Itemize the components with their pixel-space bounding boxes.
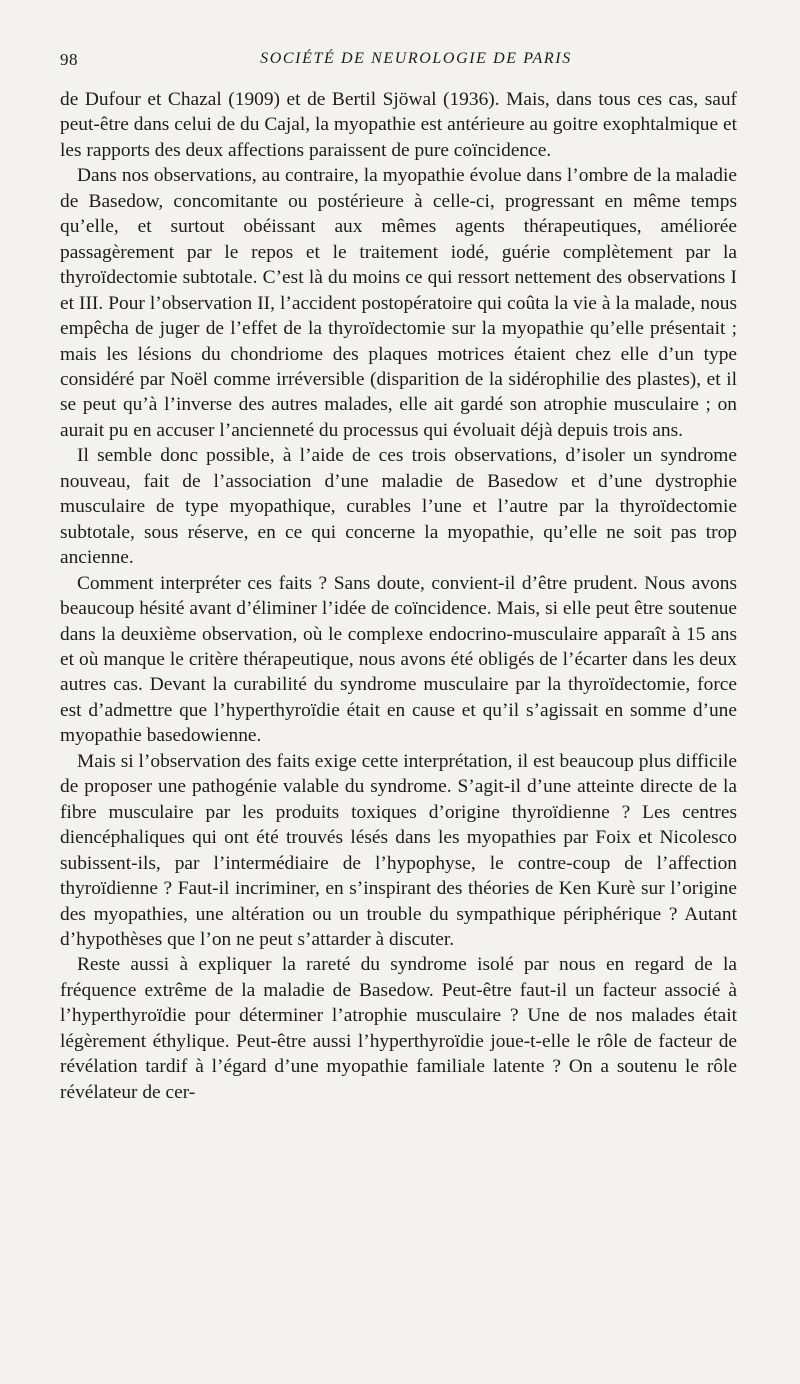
paragraph-6: Reste aussi à expliquer la rareté du syndrome isolé par nous en regard de la fréquence extrême de la maladie de Basedow. Peut-être faut-il un facteur associé à l’hyperthyroïdie pour déterminer l’atrophie musculaire ? Une de nos malades était légèrement éthylique. Peut-être aussi l’hyperthyroïdie joue-t-elle le rôle de facteur de révélation tardif à l’égard d’une myopathie familiale latente ? On a soutenu le rôle révélateur de cer-: [60, 954, 737, 1103]
paragraph-5: Mais si l’observation des faits exige cette interprétation, il est beaucoup plus difficile de proposer une pathogénie valable du syndrome. S’agit-il d’une atteinte directe de la fibre musculaire par les produits toxiques d’origine thyroïdienne ? Les centres diencéphaliques qui ont été trouvés lésés dans les myopathies par Foix et Nicolesco subissent-ils, par l’intermédiaire de l’hypophyse, le contre-coup de l’affection thyroïdienne ? Faut-il incriminer, en s’inspirant des théories de Ken Kurè sur l’origine des myopathies, une altération ou un trouble du sympathique périphérique ? Autant d’hypothèses que l’on ne peut s’attarder à discuter.: [60, 750, 737, 950]
page-number: 98: [60, 50, 78, 69]
paragraph-4: Comment interpréter ces faits ? Sans doute, convient-il d’être prudent. Nous avons beaucoup hésité avant d’éliminer l’idée de coïncidence. Mais, si elle peut être soutenue dans la deuxième observation, où le complexe endocrino-musculaire apparaît à 15 ans et où manque le critère thérapeutique, nous avons été obligés de l’écarter dans les deux autres cas. Devant la curabilité du syndrome musculaire par la thyroïdectomie, force est d’admettre que l’hyperthyroïdie était en cause et qu’il s’agissait en somme d’une myopathie basedowienne.: [60, 572, 737, 747]
paragraph-2: Dans nos observations, au contraire, la myopathie évolue dans l’ombre de la maladie de Basedow, concomitante ou postérieure à celle-ci, progressant en même temps qu’elle, et surtout obéissant aux mêmes agents thérapeutiques, améliorée passagèrement par le repos et le traitement iodé, guérie complètement par la thyroïdectomie subtotale. C’est là du moins ce qui ressort nettement des observations I et III. Pour l’observation II, l’accident postopératoire qui coûta la vie à la malade, nous empêcha de juger de l’effet de la thyroïdectomie sur la myopathie qu’elle présentait ; mais les lésions du chondriome des plaques motrices étaient chez elle d’un type considéré par Noël comme irréversible (disparition de la sidérophilie des plastes), et il se peut qu’à l’inverse des autres malades, elle ait gardé son atrophie musculaire ; on aurait pu en accuser l’ancienneté du processus qui évoluait déjà depuis trois ans.: [60, 165, 737, 441]
journal-title: SOCIÉTÉ DE NEUROLOGIE DE PARIS: [260, 50, 572, 67]
running-head: [60, 50, 736, 74]
paragraph-3: Il semble donc possible, à l’aide de ces trois observations, d’isoler un syndrome nouveau, fait de l’association d’une maladie de Basedow et d’une dystrophie musculaire de type myopathique, curables l’une et l’autre par la thyroïdectomie subtotale, sous réserve, en ce qui concerne la myopathie, qu’elle ne soit pas trop ancienne.: [60, 445, 737, 569]
paragraph-1: de Dufour et Chazal (1909) et de Bertil Sjöwal (1936). Mais, dans tous ces cas, sauf peut-être dans celui de du Cajal, la myopathie est antérieure au goitre exophtalmique et les rapports des deux affections paraissent de pure coïncidence.: [60, 89, 737, 161]
body-text: [60, 87, 737, 1105]
